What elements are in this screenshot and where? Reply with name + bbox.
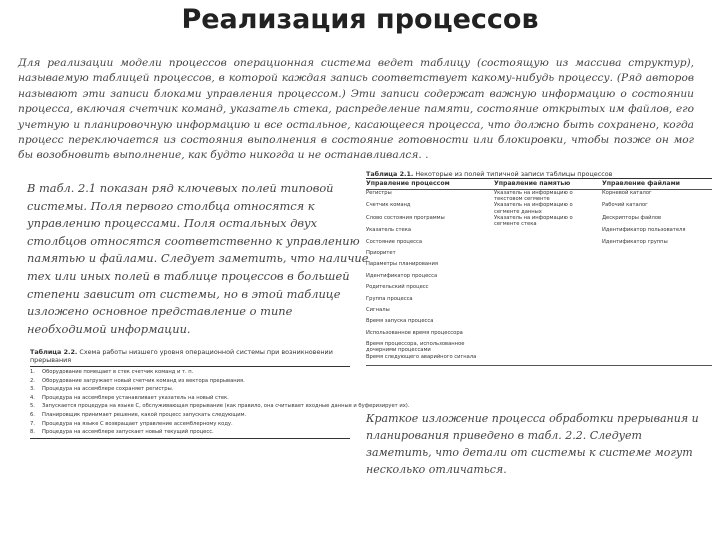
table-cell [602, 307, 712, 318]
table-2-1-bottom-rule [366, 365, 712, 366]
table-cell: Счетчик команд [366, 202, 411, 209]
table-cell: Рабочий каталог [602, 202, 648, 209]
table-row [366, 227, 712, 238]
table-row [366, 261, 712, 272]
table-2-1-header-row [366, 179, 712, 189]
table-cell: Группа процесса [366, 295, 413, 302]
step-number: 5. [30, 403, 35, 410]
step-number: 8. [30, 429, 35, 436]
table-row [366, 354, 712, 365]
table-2-1-caption [366, 170, 712, 178]
step-text: Планировщик принимает решение, какой процесс запускать следующим. [42, 411, 247, 418]
step-number: 7. [30, 420, 35, 427]
table-row [366, 296, 712, 307]
table-2-1-header-process: Управление процессом [366, 180, 450, 187]
table-cell: Использованное время процессора [366, 329, 463, 336]
table-cell [602, 284, 712, 295]
table-cell [494, 296, 602, 307]
interrupt-table-2-2 [30, 348, 410, 439]
step-text: Процедура на языке С возвращает управление ассемблерному коду. [42, 420, 233, 427]
table-row [366, 250, 712, 261]
table-row [366, 330, 712, 341]
table-row [366, 215, 712, 227]
table-row [30, 378, 350, 387]
step-text: Запускается процедура на языке С, обслуживающая прерывание (как правило, она считывает входные данные и буферизирует их). [42, 403, 410, 410]
table-2-2-body [30, 367, 410, 438]
page-title: Реализация процессов [181, 4, 539, 35]
table-cell [602, 250, 712, 261]
table-cell [494, 284, 602, 295]
table-2-1-note: В табл. 2.1 показан ряд ключевых полей типовой системы. Поля первого столбца относятся к управлению процессами. Поля остальных двух столбцов относятся соответственно к управлению памятью и файлами. Следует заметить, что наличие тех или иных полей в таблице процессов в большей степени зависит от системы, но в этой таблице изложено основное представление о типе необходимой информации. [27, 181, 369, 336]
table-row [366, 190, 712, 202]
table-2-1-caption-text: Некоторые из полей типичной записи таблицы процессов [415, 170, 613, 178]
table-cell: Указатель стека [366, 227, 412, 234]
process-table-2-1 [366, 170, 712, 366]
table-cell [602, 341, 712, 353]
step-text: Процедура на ассемблере сохраняет регистры. [42, 386, 174, 393]
table-2-1-body [366, 190, 712, 365]
table-2-2-note: Краткое изложение процесса обработки прерывания и планирования приведено в табл. 2.2. Следует заметить, что детали от системы к системе могут несколько отличаться. [366, 412, 699, 476]
table-cell [602, 273, 712, 284]
table-2-2-bottom-rule [30, 438, 350, 439]
table-row [30, 429, 350, 438]
table-2-1-header-files: Управление файлами [602, 180, 681, 187]
step-number: 2. [30, 377, 35, 384]
table-cell [494, 261, 602, 272]
table-2-1-header-memory: Управление памятью [494, 180, 571, 187]
step-text: Оборудование загружает новый счетчик команд из вектора прерывания. [42, 377, 245, 384]
table-cell: Регистры [366, 190, 392, 196]
table-row [30, 421, 350, 430]
step-text: Процедура на ассемблере запускает новый текущий процесс. [42, 429, 214, 436]
step-number: 4. [30, 394, 35, 401]
table-cell: Время процессора, использованное дочерними процессами [366, 341, 465, 354]
table-cell: Указатель на информацию о текстовом сегменте [494, 190, 573, 203]
table-cell [602, 354, 712, 365]
table-cell: Время следующего аварийного сигнала [366, 353, 477, 360]
table-cell: Идентификатор пользователя [602, 227, 686, 234]
table-2-2-caption-number: Таблица 2.2. [30, 348, 78, 356]
table-cell: Идентификатор процесса [366, 272, 438, 279]
table-cell [494, 250, 602, 261]
table-row [30, 403, 410, 412]
table-row [30, 412, 350, 421]
step-text: Процедура на ассемблере устанавливает указатель на новый стек. [42, 394, 229, 401]
table-2-2-caption [30, 348, 350, 364]
step-number: 6. [30, 411, 35, 418]
table-2-1-caption-number: Таблица 2.1. [366, 170, 414, 178]
table-cell [602, 318, 712, 329]
table-cell: Слово состояния программы [366, 214, 445, 221]
table-cell: Указатель на информацию о сегменте данных [494, 202, 573, 215]
table-row [30, 369, 350, 378]
table-row [366, 202, 712, 214]
table-cell: Параметры планирования [366, 261, 438, 268]
table-cell: Указатель на информацию о сегменте стека [494, 214, 573, 228]
table-cell: Дескрипторы файлов [602, 214, 662, 221]
table-cell [494, 239, 602, 250]
table-row [366, 318, 712, 329]
step-number: 1. [30, 369, 35, 375]
table-cell [602, 296, 712, 307]
table-cell: Приоритет [366, 250, 396, 256]
table-cell [494, 318, 602, 329]
intro-paragraph: Для реализации модели процессов операционная система ведет таблицу (состоящую из массива структур), называемую таблицей процессов, в которой каждая запись соответствует какому-нибудь процессу. (Ряд авторов называют эти записи блоками управления процессом.) Эти записи содержат важную информацию о состоянии процесса, включая счетчик команд, указатель стека, распределение памяти, состояние открытых им файлов, его учетную и планировочную информацию и все остальное, касающееся процесса, что должно быть сохранено, когда процесс переключается из состояния выполнения в состояние готовности или блокировки, чтобы позже он мог бы возобновить выполнение, как будто никогда и не останавливался. . [18, 57, 694, 162]
table-row [366, 307, 712, 318]
table-cell [494, 341, 602, 353]
table-row [366, 239, 712, 250]
table-row [30, 395, 350, 404]
table-cell [494, 354, 602, 365]
table-cell: Идентификатор группы [602, 238, 668, 245]
table-cell [494, 227, 602, 238]
table-row [30, 386, 350, 395]
table-row [366, 273, 712, 284]
table-row [366, 341, 712, 353]
table-cell: Состояние процесса [366, 238, 423, 245]
table-cell [602, 261, 712, 272]
table-cell [494, 273, 602, 284]
table-cell: Родительский процесс [366, 284, 429, 291]
table-2-2-caption-text: Схема работы низшего уровня операционной системы при возникновении прерывания [30, 348, 333, 364]
table-cell [494, 307, 602, 318]
step-text: Оборудование помещает в стек счетчик команд и т. п. [42, 369, 194, 375]
table-cell [602, 330, 712, 341]
table-cell [494, 330, 602, 341]
table-cell: Время запуска процесса [366, 318, 434, 325]
table-row [366, 284, 712, 295]
table-cell: Сигналы [366, 306, 390, 313]
table-cell: Корневой каталог [602, 190, 652, 196]
step-number: 3. [30, 386, 35, 393]
